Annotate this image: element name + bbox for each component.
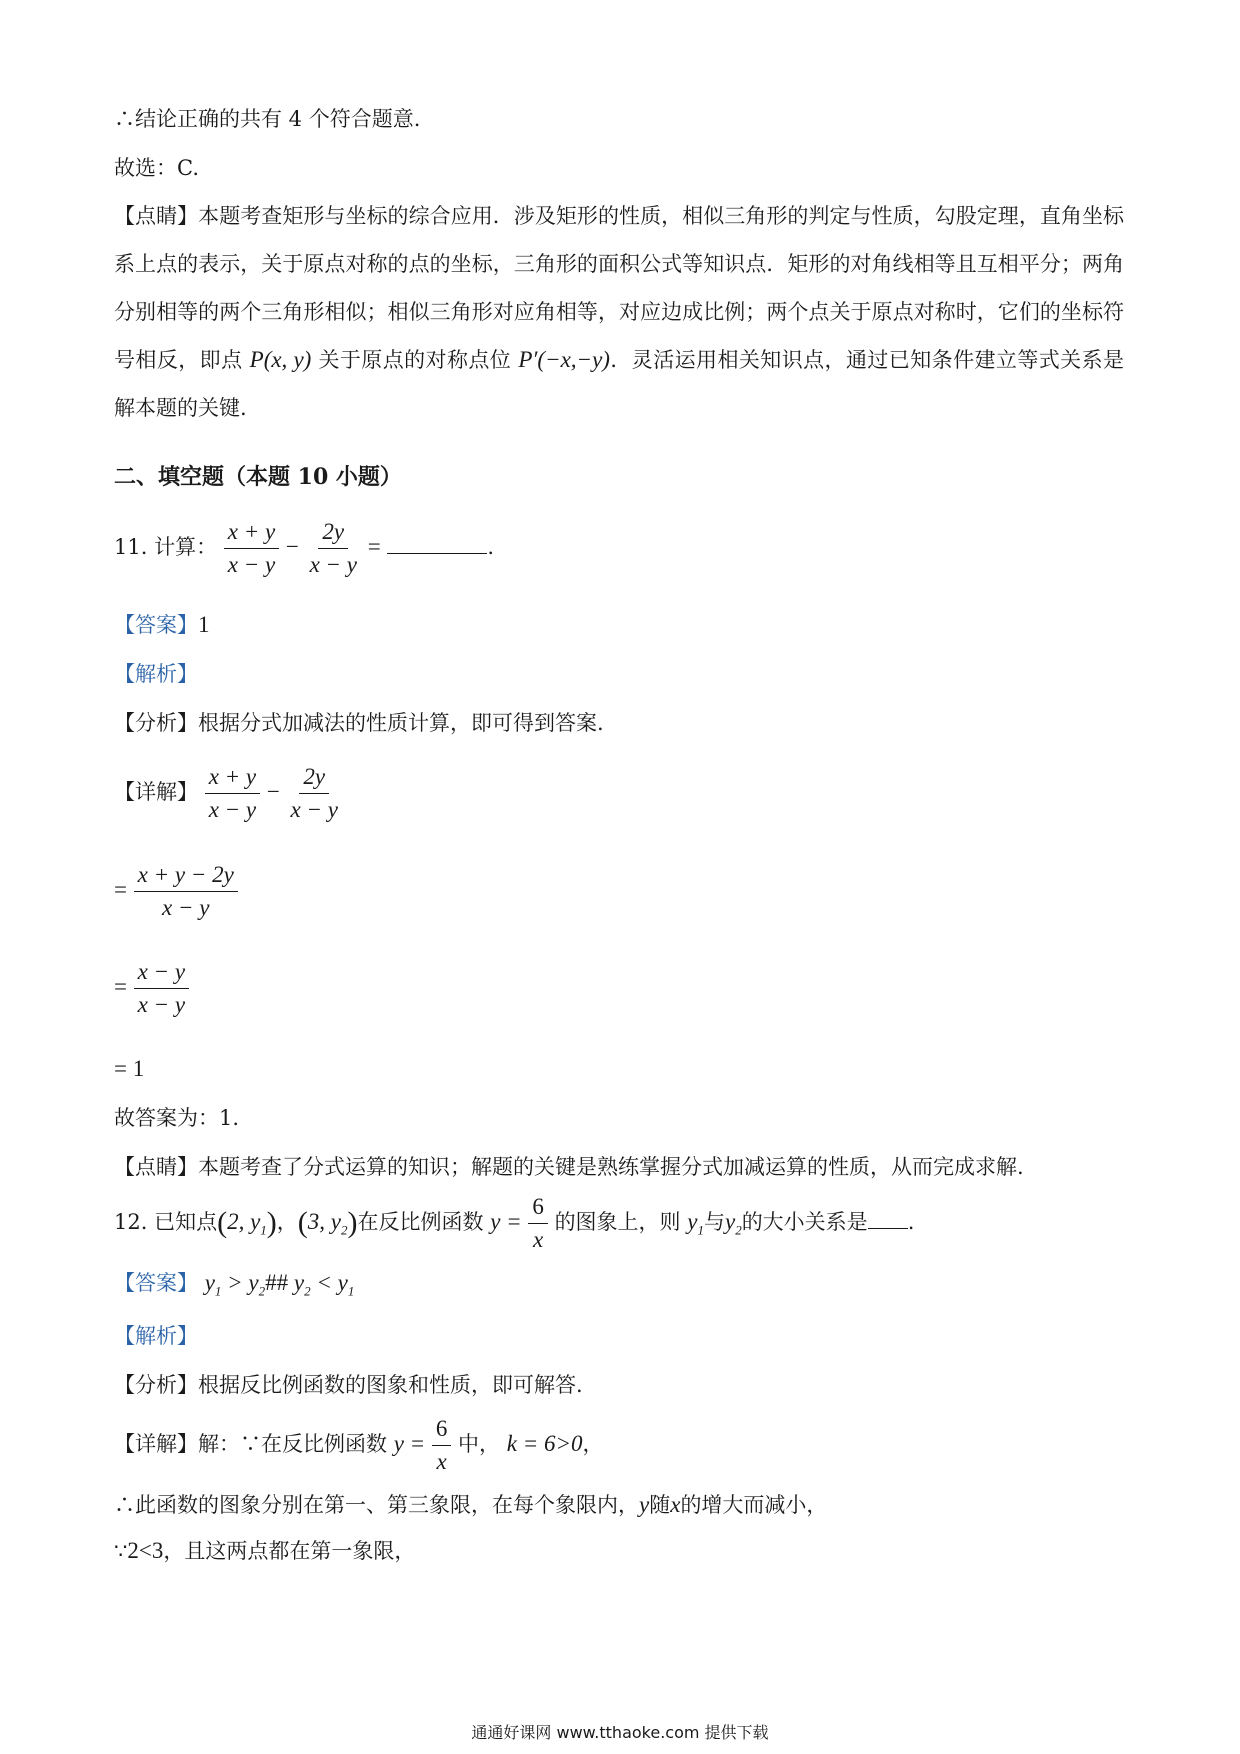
q12-point2: 3, $y_2$	[307, 1209, 348, 1238]
q11-label: 11. 计算：	[114, 535, 218, 559]
comment-body-1: 本题考查矩形与坐标的综合应用．涉及矩形的性质，相似三角形的判定与性质，勾股定理，直角坐标系上点的表示，关于原点对称的点的坐标，三角形的面积公式等知识点．矩形的对角线相等且互相平分；两角分别相等的两个三角形相似；相似三角形对应角相等，对应边成比例；两个点关于原点对称时，它们的坐标符号相反，即点	[114, 204, 1124, 372]
q12-period: .	[907, 1210, 915, 1234]
comment-body-3: ．灵活运用相关知识点，通过已知条件建立等式关系是解本题的关键.	[114, 348, 1125, 420]
conclusion-line: ∴结论正确的共有 4 个符合题意.	[114, 107, 421, 131]
q12-y2: $y_2$	[724, 1209, 742, 1238]
q12-detail-frac: $\frac{6}{x}$	[432, 1413, 452, 1478]
q12-line2-a: ∴此函数的图象分别在第一、第三象限，在每个象限内，	[114, 1493, 639, 1517]
q11-fenxi-tag: 【分析】	[114, 711, 198, 735]
q12-func-lhs: y =	[490, 1209, 522, 1234]
comment-body-2: 关于原点的对称点位	[311, 348, 519, 372]
q12-line3-b: ，且这两点都在第一象限，	[163, 1539, 416, 1563]
q11-detail-frac1: $\frac{x + y}{x - y}$	[205, 761, 260, 826]
q12-fenxi-text: 根据反比例函数的图象和性质，即可解答.	[198, 1373, 583, 1397]
q12-detail	[114, 1412, 603, 1478]
q11-end: .	[487, 535, 495, 559]
q11-frac1: $\frac{x + y}{x - y}$	[224, 516, 279, 581]
q12-mid1: 在反比例函数	[357, 1210, 484, 1234]
q12-answer-tag: 【答案】	[114, 1271, 198, 1295]
q11-answer-blank	[387, 553, 487, 554]
prev-comment-paragraph	[114, 192, 1124, 432]
q11-minus: −	[285, 534, 299, 559]
q11-answer-tag: 【答案】	[114, 613, 198, 637]
q12-line3	[114, 1536, 415, 1566]
q11-answer	[114, 610, 210, 640]
q12-mid2: 的图象上，则	[554, 1210, 681, 1234]
q12-detail-func-lhs: y =	[393, 1431, 426, 1456]
q12-line3-m: 2<3	[127, 1538, 164, 1563]
q12-answer-blank	[868, 1228, 908, 1229]
q12-answer	[114, 1268, 354, 1307]
point-p-prime-math: P′(−x,−y)	[518, 347, 610, 372]
q12-line2-y: y	[639, 1492, 650, 1517]
q12-detail-k: k = 6>0	[506, 1431, 583, 1456]
q12-stem: 12. 已知点(2, $y_1$)，(3, $y_2$)在反比例函数 y = $\frac{6}{x}$ 的图象上，则 $y_1$与$y_2$的大小关系是 .	[114, 1190, 914, 1263]
q11-comment	[114, 1152, 1024, 1182]
q11-step2-equals: =	[114, 974, 127, 999]
q11-step1	[114, 858, 238, 924]
q12-y1: $y_1$	[687, 1209, 704, 1238]
q11-step1-frac: $\frac{x + y - 2y}{x - y}$	[134, 859, 238, 924]
q11-analysis-tag: 【解析】	[114, 662, 198, 686]
q11-final: 故答案为：1.	[114, 1106, 240, 1130]
q11-stem	[114, 515, 494, 581]
q12-func-frac: $\frac{6}{x}$	[528, 1191, 548, 1256]
q12-end: 的大小关系是	[741, 1210, 868, 1234]
q11-answer-value: 1	[198, 612, 210, 637]
q11-detail-frac2: $\frac{2y}{x - y}$	[286, 761, 341, 826]
q11-comment-tag: 【点睛】	[114, 1155, 198, 1179]
q11-detail-tag: 【详解】	[114, 780, 198, 804]
q11-step3: = 1	[114, 1056, 145, 1081]
point-p-math: P(x, y)	[249, 347, 312, 372]
q11-equals: =	[367, 534, 381, 559]
q11-step2-frac: $\frac{x - y}{x - y}$	[134, 956, 189, 1021]
q11-fenxi	[114, 708, 604, 738]
q12-detail-a: 解：∵在反比例函数	[198, 1432, 387, 1456]
q11-fenxi-text: 根据分式加减法的性质计算，即可得到答案.	[198, 711, 604, 735]
q12-line2-x: x	[670, 1492, 681, 1517]
q12-point1: 2, $y_1$	[227, 1209, 267, 1238]
q12-analysis-tag: 【解析】	[114, 1324, 198, 1348]
q12-fenxi	[114, 1370, 583, 1400]
comment-tag: 【点睛】	[114, 204, 199, 228]
q12-line2-b: 随	[649, 1493, 671, 1517]
section-title: 二、填空题（本题 10 小题）	[114, 464, 402, 490]
q11-step2	[114, 955, 189, 1021]
q12-detail-tag: 【详解】	[114, 1432, 198, 1456]
q12-fenxi-tag: 【分析】	[114, 1373, 198, 1397]
q11-step1-equals: =	[114, 877, 127, 902]
q12-line2-c: 的增大而减小，	[680, 1493, 828, 1517]
q11-detail-minus: −	[266, 779, 280, 804]
q12-label: 12. 已知点	[114, 1210, 218, 1234]
q12-line2	[114, 1490, 827, 1520]
q12-with: 与	[703, 1210, 725, 1234]
q12-detail-c: ，	[582, 1432, 604, 1456]
q11-comment-text: 本题考查了分式运算的知识；解题的关键是熟练掌握分式加减运算的性质，从而完成求解.	[198, 1155, 1024, 1179]
q12-answer-math: $y_1$ > $y_2\#\#$ $y_2 < y_1$	[204, 1270, 355, 1299]
q11-detail	[114, 760, 342, 826]
q11-frac2: $\frac{2y}{x - y}$	[306, 516, 361, 581]
q12-line3-a: ∵	[114, 1539, 128, 1563]
q12-detail-b: 中，	[458, 1432, 501, 1456]
page-footer: 通通好课网 www.tthaoke.com 提供下载	[471, 1723, 769, 1742]
choice-line: 故选：C.	[114, 156, 199, 180]
